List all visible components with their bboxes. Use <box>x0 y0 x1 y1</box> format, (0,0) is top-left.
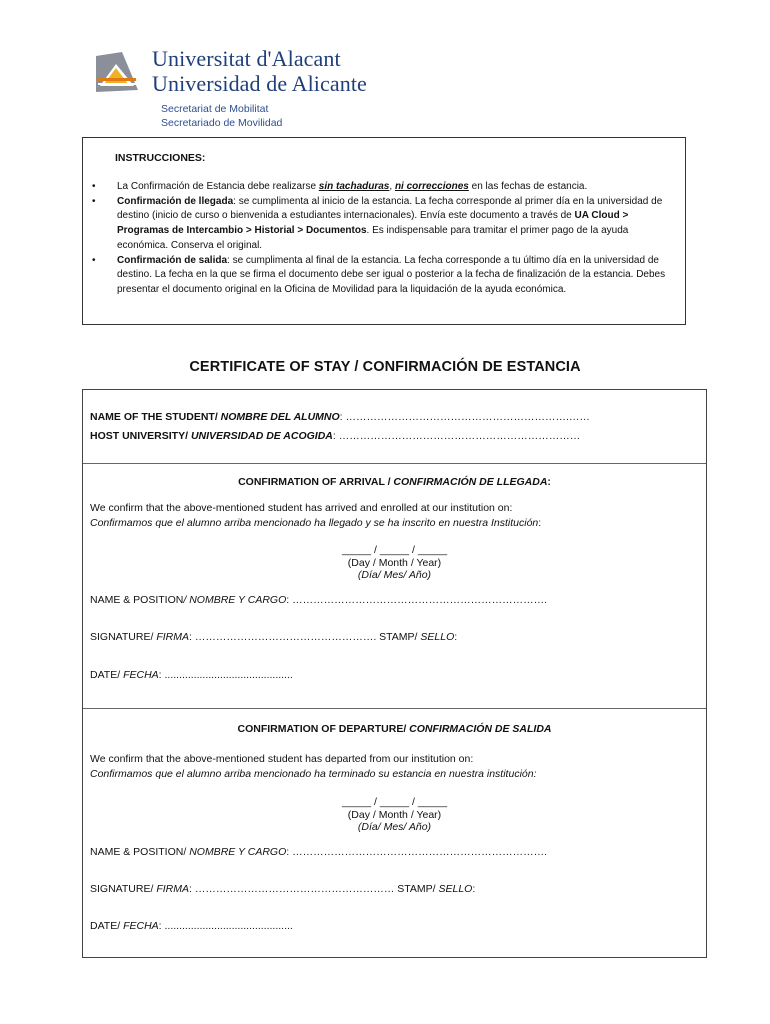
arrival-confirmation-label: Confirmación de llegada <box>117 195 234 207</box>
arrival-date-blanks[interactable]: _____ / _____ / _____ <box>341 544 448 556</box>
departure-text-es: Confirmamos que el alumno arriba mencionado ha terminado su estancia en nuestra institución: <box>90 768 537 780</box>
no-corrections-text: ni correcciones <box>394 181 469 192</box>
arrival-heading: CONFIRMATION OF ARRIVAL / CONFIRMACIÓN DE LLEGADA: <box>238 476 551 488</box>
arrival-date-format-en: (Day / Month / Year) <box>347 557 442 569</box>
divider <box>83 708 706 709</box>
departure-stamp-field[interactable]: STAMP/ SELLO: <box>397 883 476 895</box>
uacloud-path: UA Cloud > Programas de Intercambio > Historial > Documentos <box>117 210 629 237</box>
departure-name-position-field[interactable]: NAME & POSITION/ NOMBRE Y CARGO: ………………………………………………………………. <box>90 846 548 858</box>
divider <box>83 463 706 464</box>
certificate-form <box>82 389 707 958</box>
university-logo-icon <box>94 50 142 96</box>
instruction-item: • Confirmación de salida: se cumplimenta al final de la estancia. La fecha corresponde a tu último día en la universidad de destino. La fecha en la que se firma el documento debe ser igual o posterior a la fecha de finalización de la estancia. Debes presentar el documento original en la Oficina de Movilidad para la liquidación de la ayuda económica. <box>92 254 666 295</box>
departure-heading: CONFIRMATION OF DEPARTURE/ CONFIRMACIÓN DE SALIDA <box>237 723 552 735</box>
no-erasures-text: sin tachaduras <box>318 181 390 192</box>
departure-text-en: We confirm that the above-mentioned student has departed from our institution on: <box>90 753 474 765</box>
arrival-date-field[interactable]: DATE/ FECHA: ............................................ <box>90 669 293 681</box>
instructions-title: INSTRUCCIONES: <box>115 152 206 164</box>
departure-date-format-en: (Day / Month / Year) <box>347 809 442 821</box>
departure-date-format-es: (Día/ Mes/ Año) <box>357 821 432 833</box>
arrival-text-es: Confirmamos que el alumno arriba mencionado ha llegado y se ha inscrito en nuestra Institución: <box>90 517 542 529</box>
instruction-item: • Confirmación de llegada: se cumplimenta al inicio de la estancia. La fecha corresponde al primer día en la universidad de destino (inicio de curso o bienvenida a estudiantes internacionales). Envía este documento a través de UA Cloud > Programas de Intercambio > Historial > Documentos. Es indispensable para tramitar el primer pago de la ayuda económica. Conserva el original. <box>92 195 663 251</box>
instructions-box <box>82 137 686 325</box>
student-name-field[interactable]: NAME OF THE STUDENT/ NOMBRE DEL ALUMNO: ……………………………………………………….…… <box>90 411 590 423</box>
university-name-ca: Universitat d'Alacant <box>152 46 341 71</box>
certificate-title: CERTIFICATE OF STAY / CONFIRMACIÓN DE ESTANCIA <box>189 359 581 375</box>
departure-date-blanks[interactable]: _____ / _____ / _____ <box>341 796 448 808</box>
arrival-name-position-field[interactable]: NAME & POSITION/ NOMBRE Y CARGO: ………………………………………………………………. <box>90 594 548 606</box>
university-name-es: Universidad de Alicante <box>152 71 367 96</box>
arrival-signature-field[interactable]: SIGNATURE/ FIRMA: ……………………………………………. STAMP/ SELLO: <box>90 631 458 643</box>
arrival-stamp-field[interactable]: STAMP/ SELLO: <box>379 631 458 643</box>
instructions-list <box>83 180 687 298</box>
arrival-text-en: We confirm that the above-mentioned student has arrived and enrolled at our institution on: <box>90 502 513 514</box>
arrival-date-format-es: (Día/ Mes/ Año) <box>357 569 432 581</box>
departure-signature-field[interactable]: SIGNATURE/ FIRMA: ………………………………………………… STAMP/ SELLO: <box>90 883 476 895</box>
bullet-icon: • <box>92 195 96 207</box>
departure-date-field[interactable]: DATE/ FECHA: ............................................ <box>90 920 293 932</box>
host-university-field[interactable]: HOST UNIVERSITY/ UNIVERSIDAD DE ACOGIDA: …………………………………………………………… <box>90 430 581 442</box>
secretariat-ca: Secretariat de Mobilitat <box>161 103 269 115</box>
instruction-item: • La Confirmación de Estancia debe realizarse sin tachaduras, ni correcciones en las fechas de estancia. <box>83 180 687 195</box>
departure-confirmation-label: Confirmación de salida <box>117 254 228 266</box>
secretariat-es: Secretariado de Movilidad <box>161 117 283 129</box>
bullet-icon: • <box>92 181 96 192</box>
bullet-icon: • <box>92 254 96 266</box>
